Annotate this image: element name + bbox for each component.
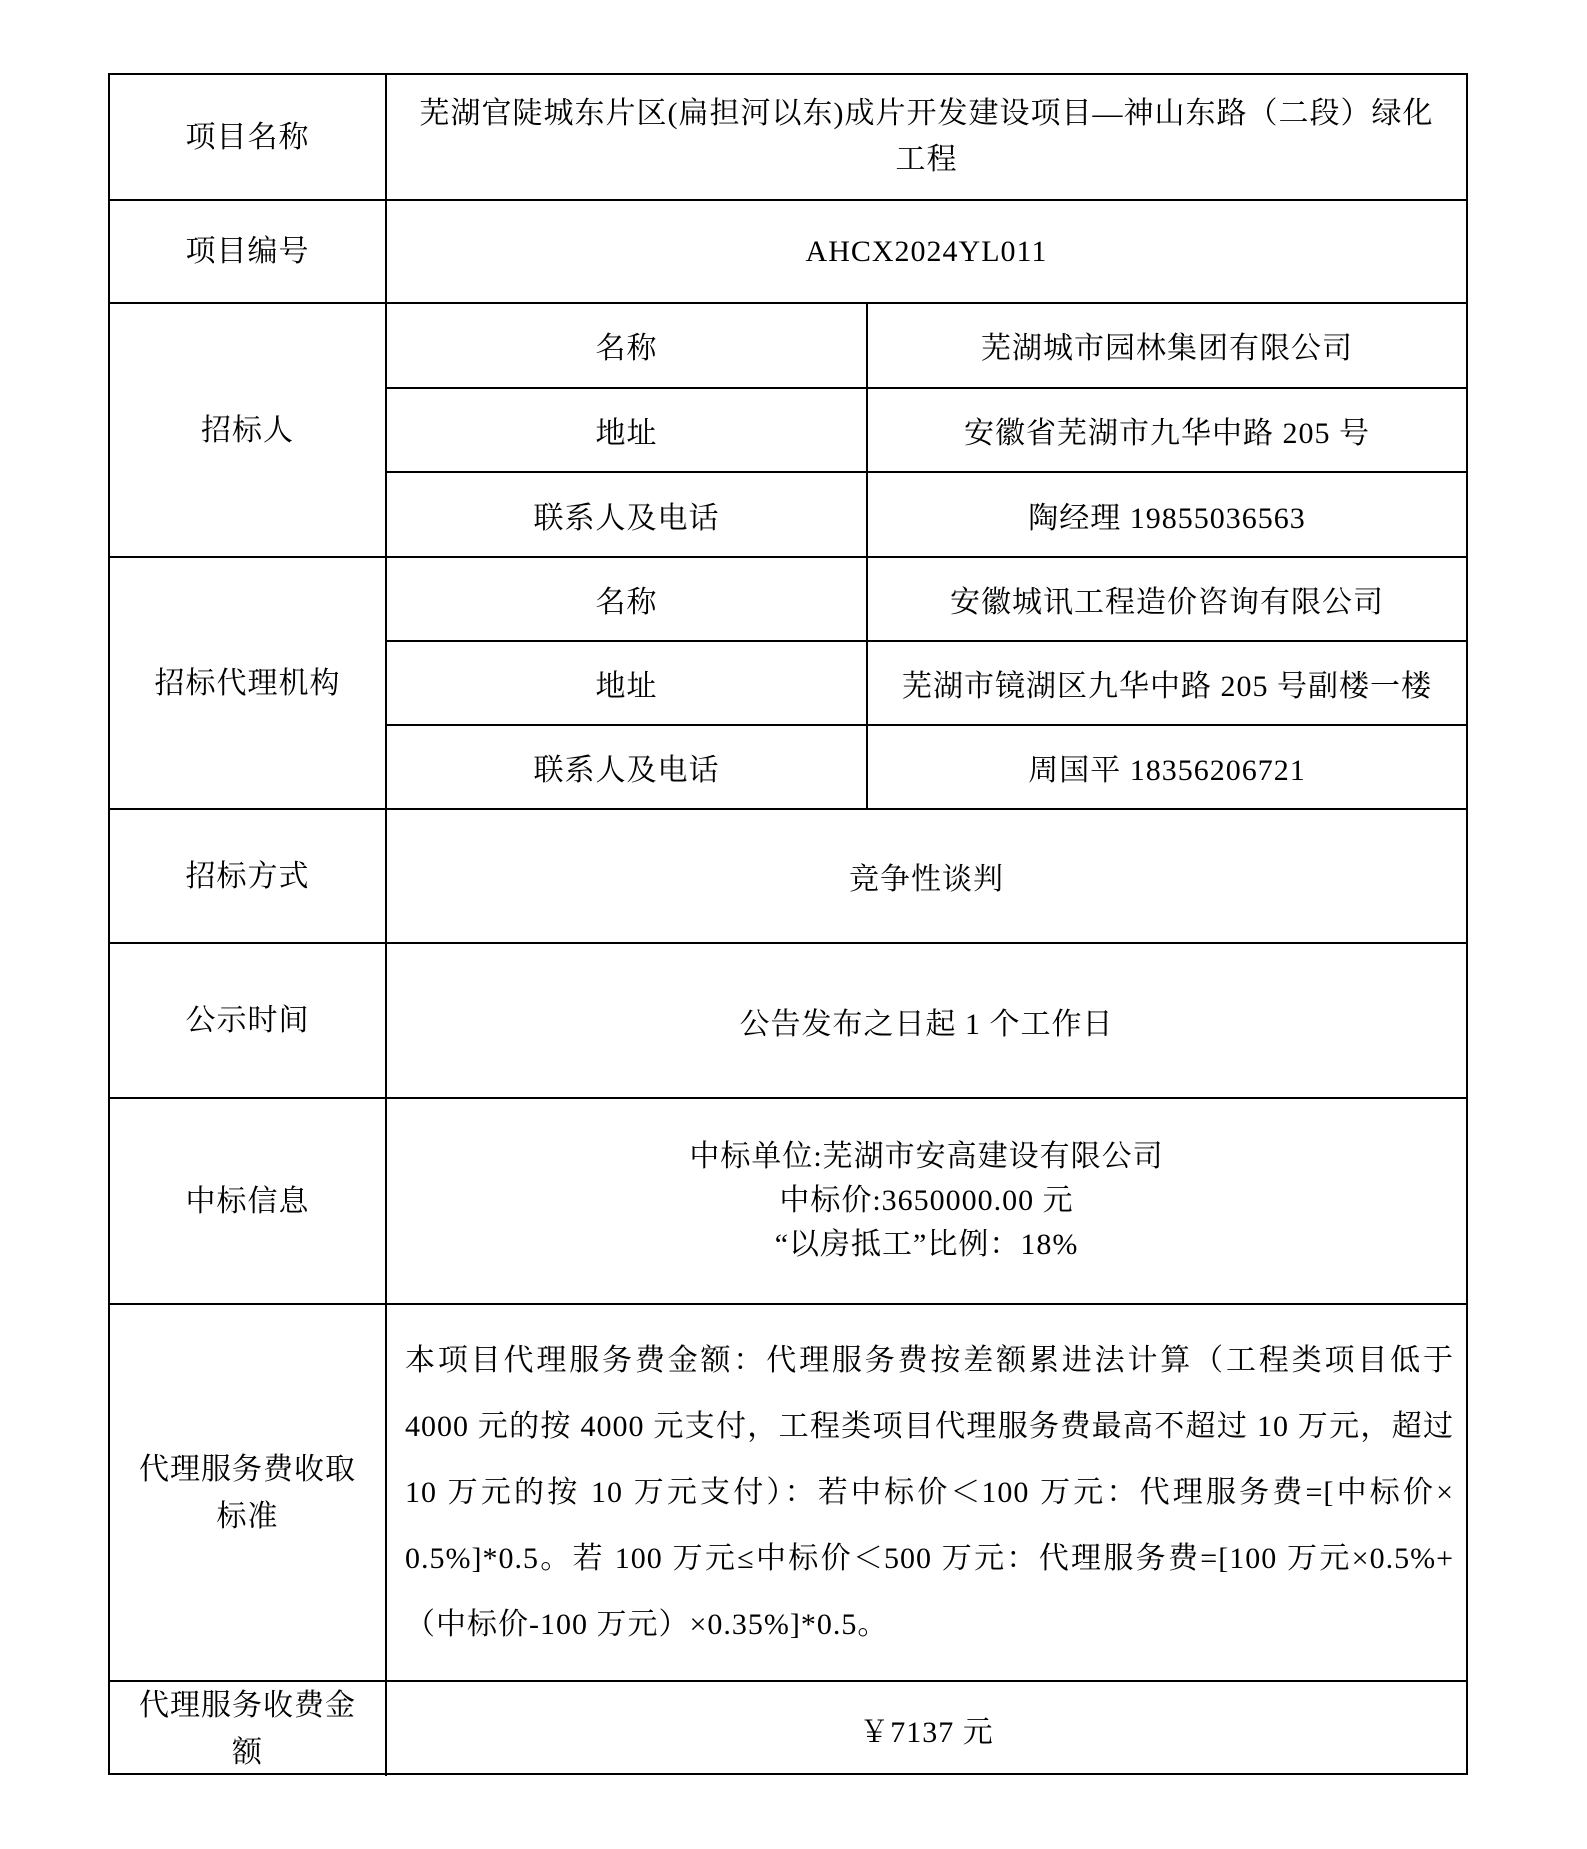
label-text: 公示时间	[185, 1004, 310, 1037]
fee-amount-text: ￥7137 元	[859, 1716, 994, 1749]
label-line-1: 代理服务费收取	[139, 1452, 356, 1486]
award-winner-line: 中标单位:芜湖市安高建设有限公司	[689, 1140, 1164, 1173]
agency-address-row	[387, 642, 1466, 726]
tenderer-address-label: 地址	[387, 389, 868, 472]
tenderer-name-row	[387, 304, 1466, 389]
tenderer-address-row	[387, 389, 1466, 474]
tenderer-label	[110, 304, 387, 556]
tenderer-name-value: 芜湖城市园林集团有限公司	[981, 332, 1353, 366]
fee-standard-line-3: 10 万元的按 10 万元支付）：若中标价＜100 万元：代理服务费=[中标价×	[405, 1475, 1454, 1509]
fee-standard-value	[387, 1305, 1466, 1680]
agency-name-label: 名称	[387, 558, 868, 640]
fee-standard-line-5: （中标价-100 万元）×0.35%]*0.5。	[405, 1607, 889, 1641]
award-ratio-line: “以房抵工”比例：18%	[774, 1228, 1079, 1261]
fee-amount-value	[387, 1682, 1466, 1776]
method-value	[387, 810, 1466, 942]
agency-contact-row	[387, 726, 1466, 808]
fee-amount-label	[110, 1682, 387, 1776]
project-name-value	[387, 75, 1466, 199]
agency-label	[110, 558, 387, 808]
project-name-line-2: 工程	[895, 143, 958, 176]
label-text: 招标方式	[185, 859, 310, 893]
label-text: 招标人	[201, 413, 294, 447]
fee-standard-line-2: 4000 元的按 4000 元支付，工程类项目代理服务费最高不超过 10 万元，超过	[405, 1409, 1454, 1443]
project-name-line-1: 芜湖官陡城东片区(扁担河以东)成片开发建设项目—神山东路（二段）绿化	[419, 97, 1434, 130]
project-name-label	[110, 75, 387, 199]
row-fee-standard	[110, 1305, 1466, 1682]
award-info-value	[387, 1099, 1466, 1303]
tenderer-contact-value: 陶经理 19855036563	[1028, 501, 1306, 535]
row-project-name	[110, 75, 1466, 201]
publicity-text: 公告发布之日起 1 个工作日	[739, 1007, 1114, 1041]
tenderer-name-label: 名称	[387, 304, 868, 387]
tenderer-contact-label: 联系人及电话	[387, 473, 868, 556]
agency-address-label: 地址	[387, 642, 868, 724]
fee-standard-line-4: 0.5%]*0.5。若 100 万元≤中标价＜500 万元：代理服务费=[100 万元×0.5%+	[405, 1541, 1454, 1575]
label-line-2: 额	[232, 1736, 263, 1769]
method-text: 竞争性谈判	[849, 863, 1004, 896]
agency-contact-value: 周国平 18356206721	[1028, 754, 1306, 787]
row-fee-amount	[110, 1682, 1466, 1776]
agency-fields	[387, 558, 1466, 808]
row-agency	[110, 558, 1466, 810]
row-method	[110, 810, 1466, 944]
award-price-line: 中标价:3650000.00 元	[779, 1184, 1074, 1217]
publicity-value	[387, 944, 1466, 1097]
method-label	[110, 810, 387, 942]
label-line-1: 代理服务收费金	[139, 1689, 356, 1722]
project-code-value	[387, 201, 1466, 302]
tenderer-fields	[387, 304, 1466, 556]
row-award-info	[110, 1099, 1466, 1305]
tenderer-address-value: 安徽省芜湖市九华中路 205 号	[964, 417, 1370, 450]
award-info-label	[110, 1099, 387, 1303]
publicity-label	[110, 944, 387, 1097]
label-text: 项目编号	[185, 235, 310, 268]
project-code-text: AHCX2024YL011	[805, 234, 1048, 268]
label-line-2: 标准	[216, 1499, 279, 1533]
project-code-label	[110, 201, 387, 302]
agency-name-value: 安徽城讯工程造价咨询有限公司	[950, 586, 1384, 619]
agency-address-value: 芜湖市镜湖区九华中路 205 号副楼一楼	[902, 670, 1432, 703]
row-tenderer	[110, 304, 1466, 558]
row-project-code	[110, 201, 1466, 304]
bid-announcement-table	[108, 73, 1468, 1775]
label-text: 项目名称	[185, 120, 310, 154]
agency-name-row	[387, 558, 1466, 642]
row-publicity	[110, 944, 1466, 1099]
agency-contact-label: 联系人及电话	[387, 726, 868, 808]
fee-standard-line-1: 本项目代理服务费金额：代理服务费按差额累进法计算（工程类项目低于	[405, 1343, 1454, 1377]
label-text: 招标代理机构	[154, 666, 341, 700]
tenderer-contact-row	[387, 473, 1466, 556]
label-text: 中标信息	[185, 1184, 310, 1218]
fee-standard-label	[110, 1305, 387, 1680]
